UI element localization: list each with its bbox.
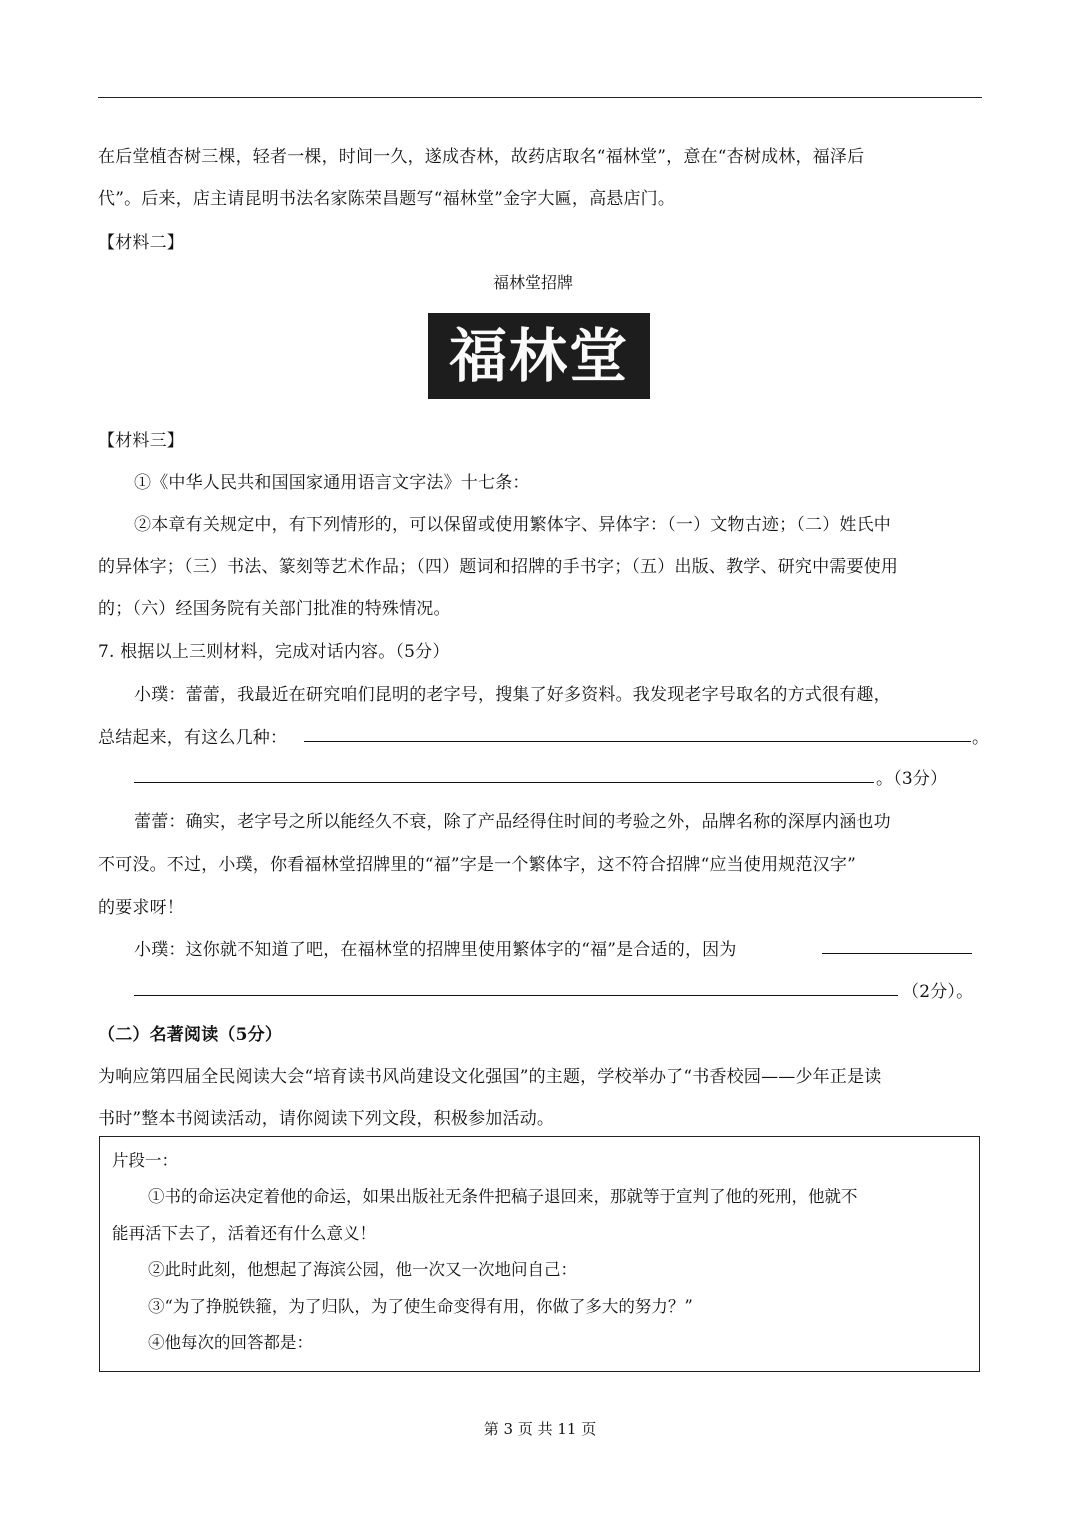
section-2-heading: （二）名著阅读（5分） [98,1025,283,1045]
page-number: 第 3 页 共 11 页 [483,1420,597,1438]
material-one-line-1: 在后堂植杏树三棵，轻者一棵，时间一久，遂成杏林，故药店取名“福林堂”，意在“杏树成林，福泽后 [98,147,865,167]
header-rule [98,97,982,98]
xiaopu-reply-line: 小璞：这你就不知道了吧，在福林堂的招牌里使用繁体字的“福”是合适的，因为 [134,940,737,960]
leilei-line-3: 的要求呀！ [98,898,184,918]
answer-blank-2-score: 。（3分） [876,769,948,789]
answer-blank-1-end: 。 [972,728,990,748]
excerpt-sentence-4: ④他每次的回答都是： [148,1333,313,1352]
answer-blank-4[interactable] [134,995,898,996]
sign-caption: 福林堂招牌 [493,273,574,292]
excerpt-sentence-1-line-1: ①书的命运决定着他的命运，如果出版社无条件把稿子退回来，那就等于宣判了他的死刑，他就不 [148,1187,858,1206]
excerpt-sentence-1-line-2: 能再活下去了，活着还有什么意义！ [112,1224,376,1243]
leilei-line-1: 蕾蕾：确实，老字号之所以能经久不衰，除了产品经得住时间的考验之外，品牌名称的深厚内涵也功 [134,812,891,832]
section-2-intro-line-2: 书时”整本书阅读活动，请你阅读下列文段，积极参加活动。 [98,1109,555,1129]
material-three-heading: 【材料三】 [98,431,184,451]
answer-blank-2[interactable] [134,782,874,783]
question-7-stem: 7. 根据以上三则材料，完成对话内容。（5分） [98,642,450,662]
fulintang-sign-image: 福林堂 [428,313,650,399]
xiaopu-line-1: 小璞：蕾蕾，我最近在研究咱们昆明的老字号，搜集了好多资料。我发现老字号取名的方式很有趣， [134,685,891,705]
section-2-intro-line-1: 为响应第四届全民阅读大会“培育读书风尚建设文化强国”的主题，学校举办了“书香校园——少年正是读 [98,1067,882,1087]
answer-blank-1[interactable] [304,741,971,742]
law-title: ①《中华人民共和国国家通用语言文字法》十七条： [134,473,530,493]
law-clause-line-1: ②本章有关规定中，有下列情形的，可以保留或使用繁体字、异体字：（一）文物古迹；（二）姓氏中 [134,515,891,535]
xiaopu-line-2: 总结起来，有这么几种： [98,728,288,748]
law-clause-line-2: 的异体字；（三）书法、篆刻等艺术作品；（四）题词和招牌的手书字；（五）出版、教学、研究中需要使用 [98,557,899,577]
law-clause-line-3: 的；（六）经国务院有关部门批准的特殊情况。 [98,599,451,619]
excerpt-label: 片段一： [112,1151,178,1170]
material-one-line-2: 代”。后来，店主请昆明书法名家陈荣昌题写“福林堂”金字大匾，高悬店门。 [98,189,676,209]
excerpt-sentence-3: ③“为了挣脱铁箍，为了归队，为了使生命变得有用，你做了多大的努力？” [148,1297,693,1316]
excerpt-sentence-2: ②此时此刻，他想起了海滨公园，他一次又一次地问自己： [148,1260,577,1279]
material-two-heading: 【材料二】 [98,233,184,253]
answer-blank-4-score: （2分）。 [902,982,974,1002]
leilei-line-2: 不可没。不过，小璞，你看福林堂招牌里的“福”字是一个繁体字，这不符合招牌“应当使用规范汉字” [98,855,856,875]
answer-blank-3[interactable] [822,953,972,954]
